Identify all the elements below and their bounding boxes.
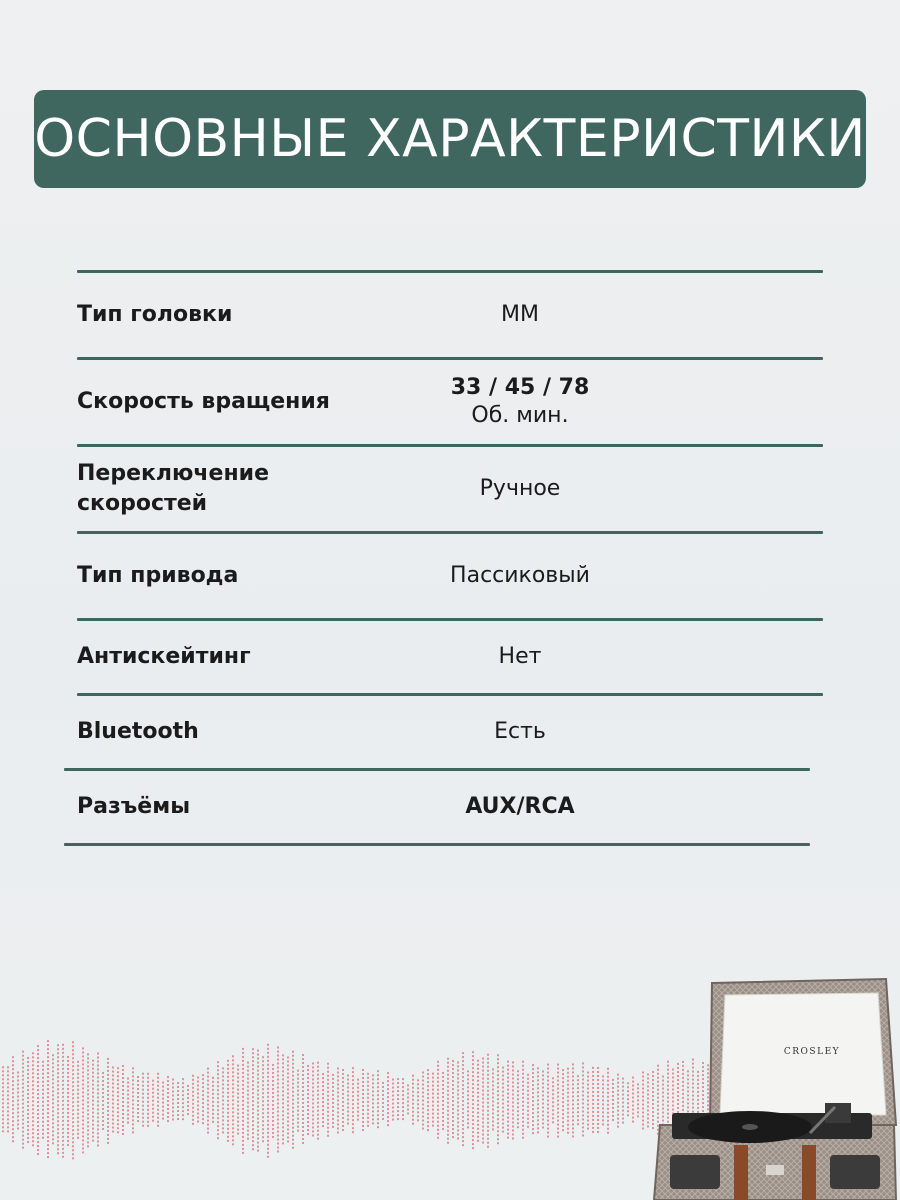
spec-row-cartridge (77, 273, 823, 357)
spec-value: Есть (494, 719, 546, 744)
spec-row-speed-switch (77, 447, 823, 531)
spec-row-antiskating (77, 621, 823, 693)
brand-label: CROSLEY (783, 1047, 841, 1057)
spec-label: Тип привода (77, 563, 239, 588)
spec-value: ММ (501, 302, 539, 327)
page-title: ОСНОВНЫЕ ХАРАКТЕРИСТИКИ (34, 109, 866, 169)
spec-row-bluetooth (77, 696, 823, 768)
spec-value: Ручное (479, 476, 561, 501)
spec-label: Тип головки (77, 302, 233, 327)
spec-value: AUX/RCA (465, 794, 575, 819)
speed-values: 33 / 45 / 78 (450, 375, 590, 400)
spec-value: Нет (498, 644, 542, 669)
spec-label: Разъёмы (77, 794, 191, 819)
spec-row-drive (77, 534, 823, 618)
spec-value (370, 374, 670, 430)
spec-value: Пассиковый (450, 563, 590, 588)
speed-unit: Об. мин. (471, 403, 569, 428)
spec-row-connectors (77, 771, 823, 843)
row-divider (64, 843, 810, 846)
spec-label: Скорость вращения (77, 389, 330, 414)
spec-label: Переключение скоростей (77, 461, 269, 516)
spec-row-speed (77, 360, 823, 444)
spec-label: Антискейтинг (77, 644, 251, 669)
sound-wave-decoration (0, 1030, 720, 1170)
turntable-image (650, 975, 900, 1200)
spec-label: Bluetooth (77, 719, 199, 744)
